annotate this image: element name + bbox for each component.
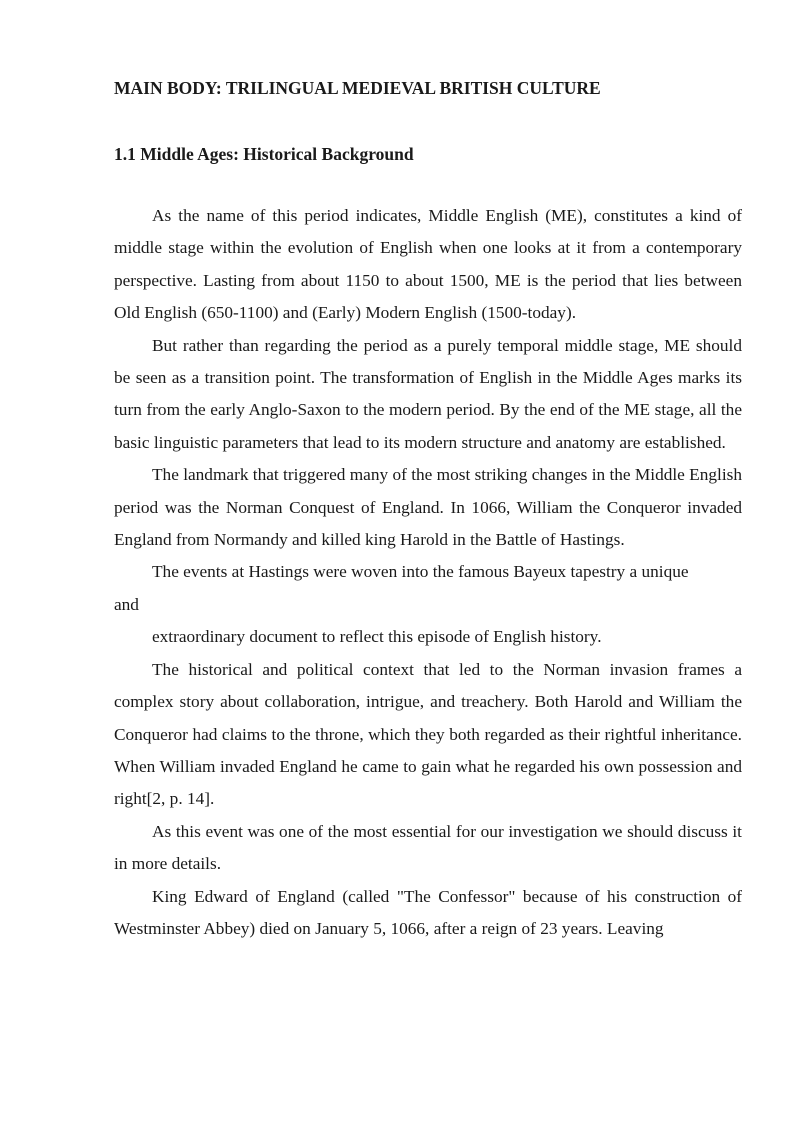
- paragraph: The landmark that triggered many of the most striking changes in the Middle English period was the Norman Conquest of England. In 1066, William the Conqueror invaded England from Normandy and killed king Harold in the Battle of Hastings.: [114, 465, 742, 550]
- body-text: [114, 200, 742, 945]
- paragraph: and: [114, 594, 139, 614]
- main-heading: MAIN BODY: TRILINGUAL MEDIEVAL BRITISH CULTURE: [114, 78, 601, 98]
- paragraph: The events at Hastings were woven into the famous Bayeux tapestry a unique: [152, 562, 689, 582]
- paragraph: As the name of this period indicates, Middle English (ME), constitutes a kind of middle stage within the evolution of English when one looks at it from a contemporary perspective. Lasting from about 1150 to about 1500, ME is the period that lies between Old English (650-1100) and (Early) Modern English (1500-today).: [114, 206, 742, 323]
- paragraph: extraordinary document to reflect this episode of English history.: [152, 627, 602, 647]
- paragraph: The historical and political context that led to the Norman invasion frames a complex story about collaboration, intrigue, and treachery. Both Harold and William the Conqueror had claims to the throne, which they both regarded as their rightful inheritance. When William invaded England he came to gain what he regarded his own possession and right[2, p. 14].: [114, 659, 742, 809]
- paragraph: As this event was one of the most essential for our investigation we should discuss it in more details.: [114, 821, 742, 874]
- section-heading: 1.1 Middle Ages: Historical Background: [114, 144, 414, 164]
- paragraph: But rather than regarding the period as a purely temporal middle stage, ME should be seen as a transition point. The transformation of English in the Middle Ages marks its turn from the early Anglo-Saxon to the modern period. By the end of the ME stage, all the basic linguistic parameters that lead to its modern structure and anatomy are established.: [114, 335, 742, 452]
- paragraph: King Edward of England (called "The Confessor" because of his construction of Westminster Abbey) died on January 5, 1066, after a reign of 23 years. Leaving: [114, 886, 742, 938]
